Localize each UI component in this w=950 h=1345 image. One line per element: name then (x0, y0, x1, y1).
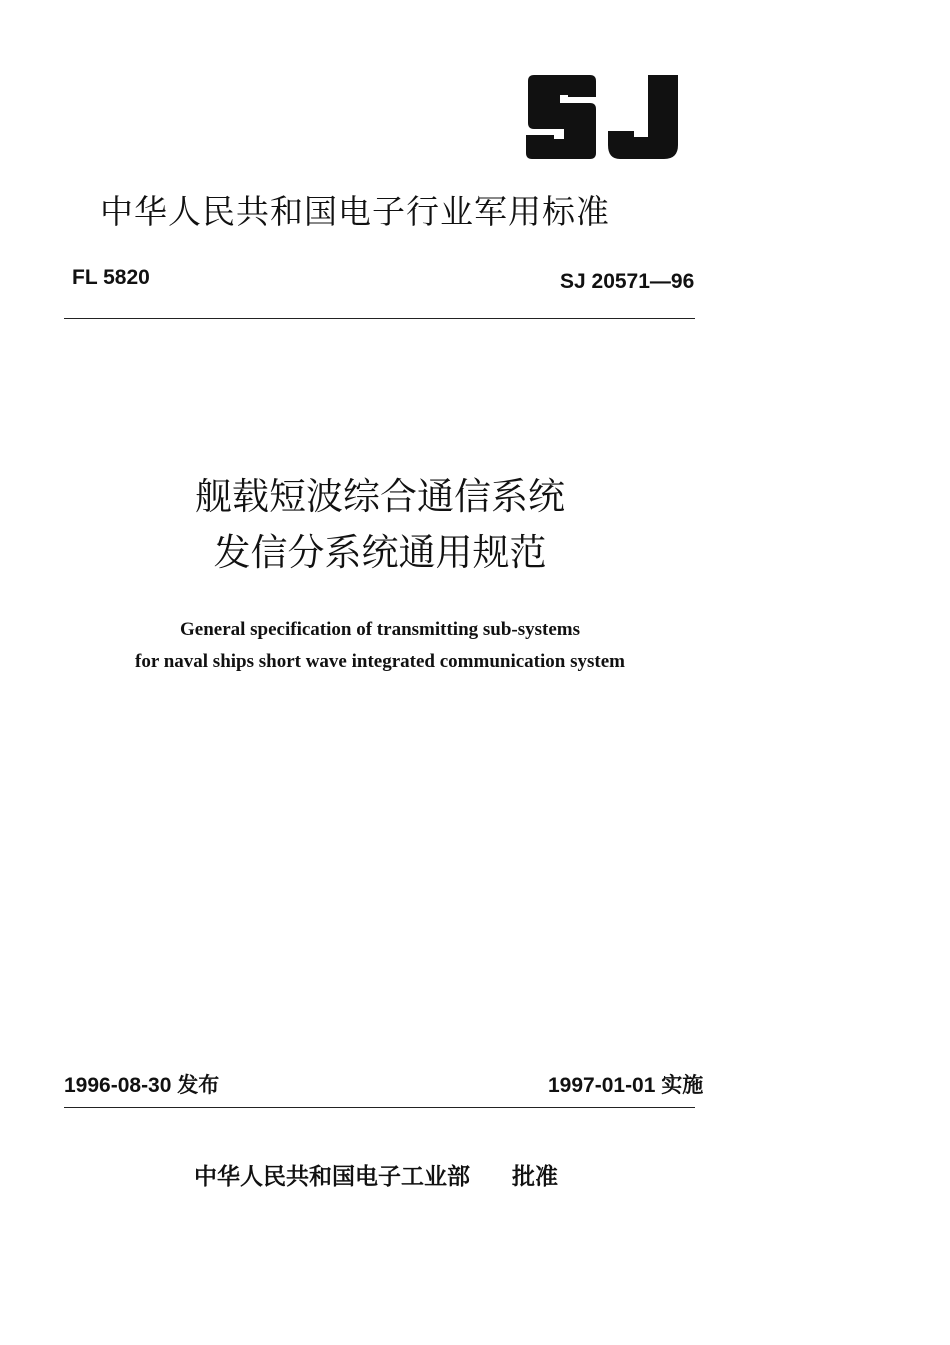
standard-type-heading: 中华人民共和国电子行业军用标准 (100, 192, 610, 231)
title-en-line2: for naval ships short wave integrated communication system (135, 651, 625, 672)
approval-label: 批准 (512, 1164, 558, 1190)
approving-authority: 中华人民共和国电子工业部 (194, 1164, 470, 1190)
title-en-line1: General specification of transmitting sub-systems (179, 619, 581, 640)
bottom-divider (64, 1107, 695, 1108)
classification-code: FL 5820 (72, 266, 150, 289)
title-cn-line2: 发信分系统通用规范 (213, 531, 547, 574)
sj-logo (524, 73, 684, 165)
standard-number: SJ 20571—96 (560, 270, 695, 293)
top-divider (64, 318, 695, 319)
issue-date: 1996-08-30 发布 (64, 1074, 220, 1097)
title-cn-line1: 舰载短波综合通信系统 (195, 475, 565, 518)
effective-date: 1997-01-01 实施 (548, 1074, 704, 1097)
